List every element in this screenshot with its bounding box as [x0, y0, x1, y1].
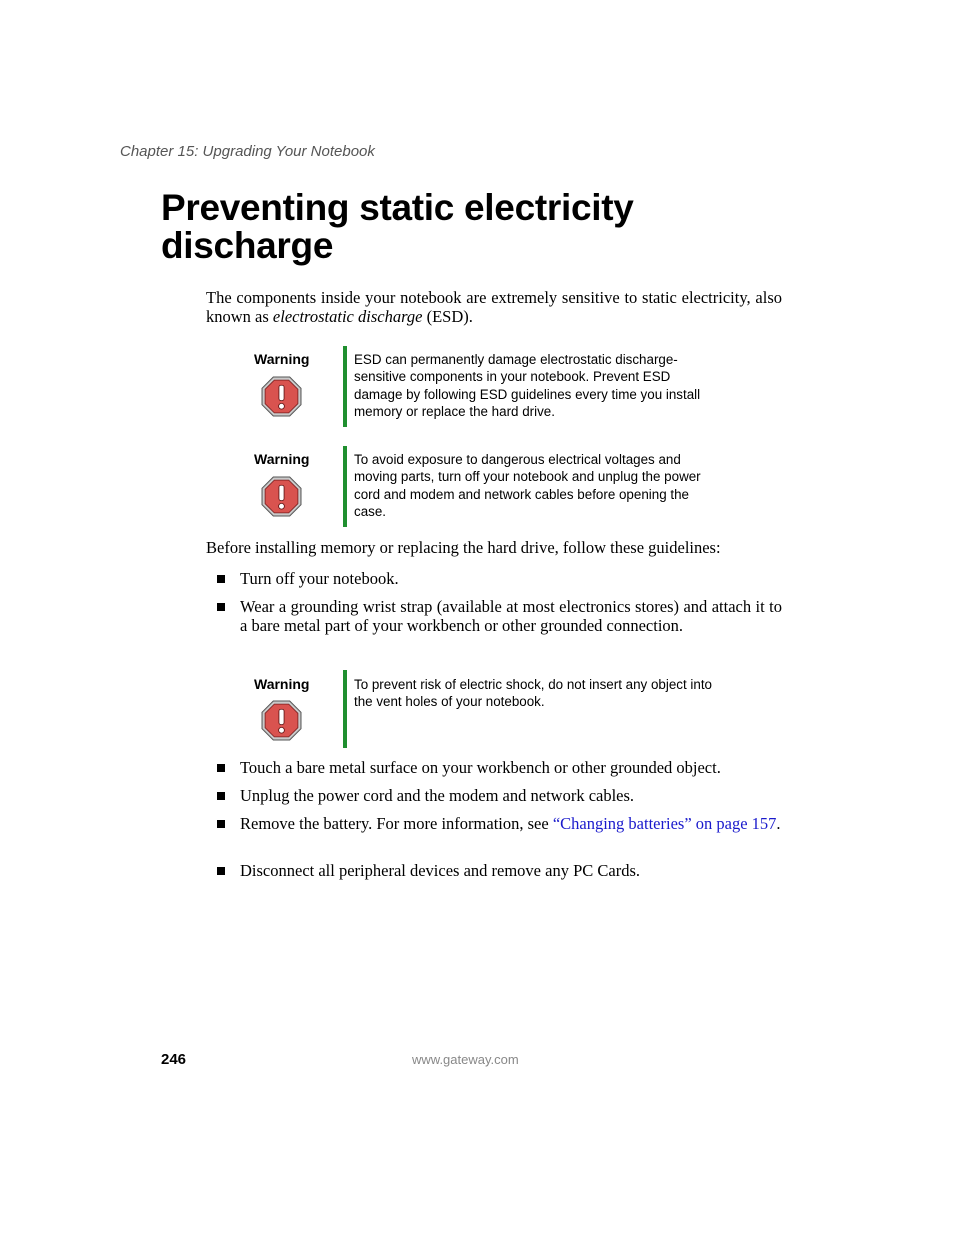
list-item [217, 597, 782, 635]
bullet-square-icon [217, 603, 225, 611]
list-item [217, 569, 782, 588]
list-item-text: Wear a grounding wrist strap (available at most electronics stores) and attach it to a bare metal part of your workbench or other grounded connection. [240, 597, 782, 635]
warning-accent-bar [343, 346, 347, 427]
list-item-text [240, 814, 782, 833]
bullet-square-icon [217, 792, 225, 800]
guidelines-intro: Before installing memory or replacing the hard drive, follow these guidelines: [206, 538, 721, 557]
intro-text: The components inside your notebook are extremely sensitive to static electricity, also known as [206, 288, 782, 326]
page-title: Preventing static electricity discharge [161, 187, 634, 266]
list-item-text-start: Remove the battery. For more information, see [240, 814, 553, 833]
list-item-text-end: . [776, 814, 781, 833]
intro-text-end: (ESD). [422, 307, 473, 326]
bullet-square-icon [217, 820, 225, 828]
intro-paragraph [206, 288, 782, 326]
page-number: 246 [161, 1051, 187, 1068]
list-item-text: Turn off your notebook. [240, 569, 399, 588]
changing-batteries-link[interactable]: “Changing batteries” on page 157 [552, 814, 777, 833]
list-item [217, 814, 782, 833]
warning-accent-bar [343, 446, 347, 527]
list-item-text: Unplug the power cord and the modem and network cables. [240, 786, 635, 805]
warning-octagon-icon [261, 476, 302, 517]
list-item-text: Touch a bare metal surface on your workbench or other grounded object. [240, 758, 721, 777]
bullet-square-icon [217, 867, 225, 875]
warning-text: ESD can permanently damage electrostatic discharge-sensitive components in your notebook. Prevent ESD damage by following ESD guidelines every time you install memory or replace the hard drive. [354, 352, 701, 419]
warning-text: To avoid exposure to dangerous electrical voltages and moving parts, turn off your notebook and unplug the power cord and modem and network cables before opening the case. [354, 452, 701, 519]
warning-label: Warning [254, 451, 310, 467]
footer-url: www.gateway.com [412, 1052, 519, 1067]
warning-label: Warning [254, 676, 310, 692]
list-item [217, 861, 782, 880]
intro-term: electrostatic discharge [272, 307, 423, 326]
warning-accent-bar [343, 670, 347, 748]
bullet-square-icon [217, 764, 225, 772]
running-head: Chapter 15: Upgrading Your Notebook [120, 143, 375, 160]
warning-octagon-icon [261, 700, 302, 741]
list-item [217, 758, 782, 777]
list-item-text: Disconnect all peripheral devices and remove any PC Cards. [240, 861, 640, 880]
list-item [217, 786, 782, 805]
warning-label: Warning [254, 351, 310, 367]
warning-octagon-icon [261, 376, 302, 417]
warning-text: To prevent risk of electric shock, do not insert any object into the vent holes of your notebook. [354, 677, 713, 710]
bullet-square-icon [217, 575, 225, 583]
